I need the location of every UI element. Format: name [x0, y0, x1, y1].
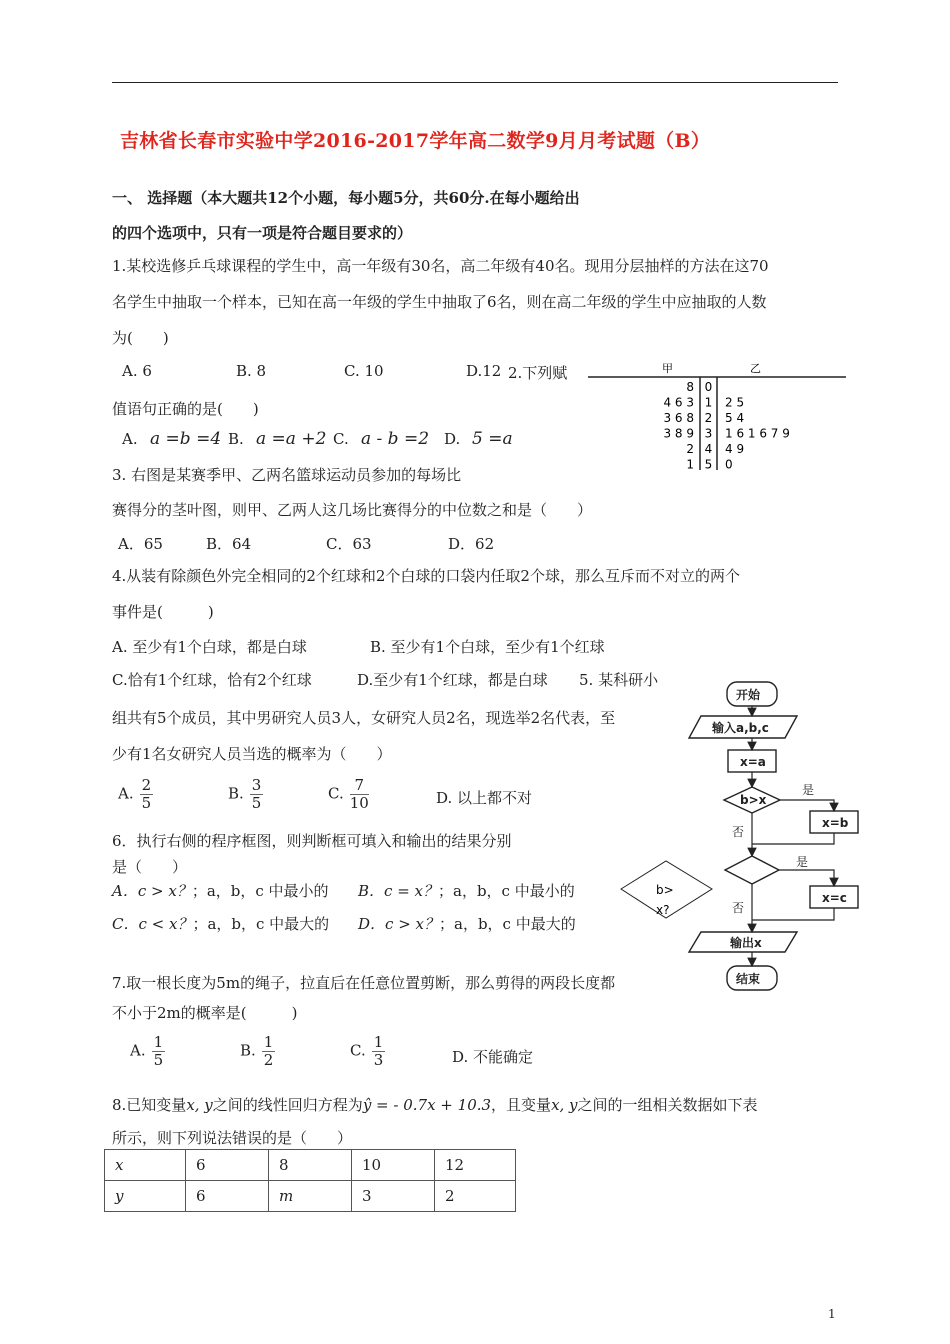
table-cell: x — [105, 1150, 186, 1181]
flow-decision-2 — [725, 856, 779, 884]
stemleaf-stem: 3 — [704, 426, 713, 441]
flow-assign1-label: x=a — [740, 755, 766, 769]
q7-option-c-label: C. — [350, 1041, 366, 1060]
stemleaf-left-leaves: 4 6 3 — [663, 395, 694, 410]
q7-option-b-fraction — [262, 1034, 276, 1069]
q6-option-c — [112, 913, 329, 934]
stemleaf-left-leaves: 3 8 9 — [663, 426, 694, 441]
q8-line2: 所示，则下列说法错误的是（ ） — [112, 1129, 353, 1147]
stemleaf-stem: 4 — [704, 442, 713, 456]
q2-option-d-label: D. — [444, 430, 461, 448]
q7-line1: 7.取一根长度为5m的绳子，拉直后在任意位置剪断，那么剪得的两段长度都 — [112, 974, 616, 992]
q6-option-b — [358, 880, 575, 901]
q6-option-a — [112, 880, 329, 901]
q5-option-a-denominator: 5 — [141, 794, 152, 812]
q7-line2: 不小于2m的概率是( ) — [112, 1004, 298, 1022]
q5-option-a-numerator: 2 — [141, 776, 152, 794]
q8-line1-part-a: 8.已知变量 — [112, 1096, 187, 1114]
program-flowchart — [684, 676, 874, 998]
q2-option-a-label: A. — [122, 430, 138, 448]
section-heading-line2: 的四个选项中，只有一项是符合题目要求的） — [112, 224, 413, 242]
q5-option-c-label: C. — [328, 784, 344, 803]
q4-line1: 4.从装有除颜色外完全相同的2个红球和2个白球的口袋内任取2个球，那么互斥而不对立的两个 — [112, 567, 740, 585]
stemleaf-right-leaves: 4 9 — [725, 442, 745, 456]
q5-option-c — [328, 777, 369, 812]
q7-option-d: D. 不能确定 — [452, 1048, 534, 1066]
table-cell: 3 — [352, 1181, 435, 1212]
q5-option-b-numerator: 3 — [251, 776, 262, 794]
q8-line1 — [112, 1094, 758, 1115]
q7-option-a-label: A. — [130, 1041, 146, 1060]
q7-option-c — [350, 1034, 385, 1069]
q6-option-d-condition: D．c > x？ — [358, 915, 439, 933]
flow-output-label: 输出x — [730, 936, 762, 950]
q6-line1: 6．执行右侧的程序框图，则判断框可填入和输出的结果分别 — [112, 832, 512, 850]
q5-option-c-fraction — [350, 777, 369, 812]
q6-option-c-result: ；a，b，c 中最大的 — [192, 915, 330, 933]
q6-option-d — [358, 913, 576, 934]
q3-option-a: A．65 — [118, 535, 163, 553]
q2-stem-start: 2.下列赋 — [508, 364, 568, 382]
q5-option-b-denominator: 5 — [251, 794, 262, 812]
stemleaf-header-right: 乙 — [750, 362, 761, 375]
q5-option-a-fraction — [140, 777, 154, 812]
q7-option-b-denominator: 2 — [263, 1051, 274, 1069]
q8-xy-1: x, y — [186, 1096, 213, 1114]
flow-no1-label: 否 — [732, 825, 745, 839]
stemleaf-right-leaves: 0 — [725, 457, 733, 472]
q1-line3: 为( ) — [112, 329, 169, 347]
q5-option-b-fraction — [250, 777, 264, 812]
q7-option-c-fraction — [372, 1034, 386, 1069]
stemleaf-right-leaves: 5 4 — [725, 411, 745, 425]
flow-cond1-label: b>x — [740, 793, 767, 807]
q5-option-a-label: A. — [118, 784, 134, 803]
q8-line1-part-d: 之间的一组相关数据如下表 — [577, 1096, 758, 1114]
table-cell: 6 — [186, 1181, 269, 1212]
q4-option-c: C.恰有1个红球，恰有2个红球 — [112, 671, 312, 689]
q5-option-a — [118, 777, 153, 812]
table-cell: 6 — [186, 1150, 269, 1181]
q7-option-b-numerator: 1 — [263, 1033, 274, 1051]
stemleaf-left-leaves: 3 6 8 — [663, 411, 694, 425]
page-title: 吉林省长春市实验中学2016-2017学年高二数学9月月考试题（B） — [120, 130, 711, 152]
q8-regression-equation: ŷ = - 0.7x + 10.3 — [362, 1096, 492, 1114]
q1-line1: 1.某校选修乒乓球课程的学生中，高一年级有30名，高二年级有40名。现用分层抽样的方法在这70 — [112, 257, 769, 275]
flow-start-label: 开始 — [736, 688, 761, 702]
q6-option-b-condition: B．c = x？ — [358, 882, 438, 900]
q4-option-b: B. 至少有1个白球，至少有1个红球 — [370, 638, 605, 656]
q6-option-a-condition: A．c > x？ — [112, 882, 192, 900]
table-cell: 8 — [269, 1150, 352, 1181]
q8-xy-2: x, y — [551, 1096, 578, 1114]
stemleaf-stem: 2 — [704, 411, 713, 425]
q7-option-c-denominator: 3 — [373, 1051, 384, 1069]
q5-option-d: D. 以上都不对 — [436, 789, 533, 807]
q7-option-a-denominator: 5 — [153, 1051, 164, 1069]
stemleaf-right-leaves: 2 5 — [725, 395, 745, 410]
q8-line1-part-c: ，且变量 — [491, 1096, 552, 1114]
side-diamond-text-line1: b> — [656, 883, 674, 897]
q1-option-a: A. 6 — [122, 362, 152, 380]
q5-option-c-denominator: 10 — [349, 794, 369, 812]
table-cell: 2 — [435, 1181, 516, 1212]
q4-option-a: A. 至少有1个白球，都是白球 — [112, 638, 307, 656]
q2-option-c: a - b =2 — [361, 429, 430, 449]
q5-option-b-label: B. — [228, 784, 244, 803]
page-number: 1 — [828, 1307, 836, 1321]
q2-option-d: 5 =a — [472, 429, 513, 449]
table-cell: 12 — [435, 1150, 516, 1181]
q6-option-d-result: ；a，b，c 中最大的 — [439, 915, 576, 933]
q8-data-table — [104, 1149, 516, 1212]
table-row — [105, 1181, 516, 1212]
flow-input-label: 输入a,b,c — [712, 721, 769, 735]
q5-line3: 少有1名女研究人员当选的概率为（ ） — [112, 745, 392, 763]
q1-line2: 名学生中抽取一个样本，已知在高一年级的学生中抽取了6名，则在高二年级的学生中应抽取的人数 — [112, 293, 767, 311]
table-cell: y — [105, 1181, 186, 1212]
q7-option-b — [240, 1034, 275, 1069]
q2-option-b: a =a +2 — [256, 429, 327, 449]
stemleaf-right-leaves: 1 6 1 6 7 9 — [725, 426, 790, 441]
stemleaf-stem: 1 — [704, 395, 713, 410]
q5-stem-start: 5. 某科研小 — [579, 671, 659, 689]
q3-option-b: B．64 — [206, 535, 252, 553]
side-diamond-text-line2: x? — [656, 903, 670, 917]
q3-option-d: D．62 — [448, 535, 495, 553]
stemleaf-left-leaves: 2 — [686, 442, 694, 456]
q4-line2: 事件是( ) — [112, 603, 214, 621]
stem-leaf-plot — [580, 355, 850, 475]
stemleaf-left-leaves: 8 — [686, 380, 694, 394]
flow-assign3-label: x=c — [822, 891, 847, 905]
header-rule — [112, 82, 838, 83]
q6-option-c-condition: C．c < x？ — [112, 915, 193, 933]
flow-assign2-label: x=b — [822, 816, 849, 830]
q5-line2: 组共有5个成员，其中男研究人员3人，女研究人员2名，现选举2名代表，至 — [112, 709, 616, 727]
flow-end-label: 结束 — [736, 972, 761, 986]
q1-option-b: B. 8 — [236, 362, 267, 380]
table-row — [105, 1150, 516, 1181]
q3-line2: 赛得分的茎叶图，则甲、乙两人这几场比赛得分的中位数之和是（ ） — [112, 501, 593, 519]
q1-option-d: D.12 — [466, 362, 502, 380]
q5-option-b — [228, 777, 263, 812]
q6-line2: 是（ ） — [112, 858, 188, 876]
q6-option-b-result: ；a，b，c 中最小的 — [438, 882, 575, 900]
q2-option-b-label: B. — [228, 430, 244, 448]
q2-option-c-label: C. — [333, 430, 349, 448]
q7-option-a-numerator: 1 — [153, 1033, 164, 1051]
q3-option-c: C．63 — [326, 535, 372, 553]
q4-option-d: D.至少有1个红球，都是白球 — [357, 671, 548, 689]
q8-line1-part-b: 之间的线性回归方程为 — [212, 1096, 363, 1114]
q2-stem: 值语句正确的是( ) — [112, 400, 259, 418]
q2-option-a: a =b =4 — [150, 429, 222, 449]
q5-option-c-numerator: 7 — [350, 777, 369, 795]
table-cell: 10 — [352, 1150, 435, 1181]
q6-option-a-result: ；a，b，c 中最小的 — [191, 882, 329, 900]
section-heading-line1: 一、 选择题（本大题共12个小题，每小题5分，共60分.在每小题给出 — [112, 189, 580, 207]
table-cell: m — [269, 1181, 352, 1212]
flow-yes1-label: 是 — [802, 783, 815, 797]
q7-option-a-fraction — [152, 1034, 166, 1069]
stemleaf-header-left: 甲 — [662, 362, 673, 375]
q7-option-a — [130, 1034, 165, 1069]
stemleaf-left-leaves: 1 — [686, 457, 694, 472]
q3-line1: 3. 右图是某赛季甲、乙两名篮球运动员参加的每场比 — [112, 466, 462, 484]
flow-no2-label: 否 — [732, 901, 745, 915]
stemleaf-stem: 0 — [704, 380, 713, 394]
q7-option-c-numerator: 1 — [373, 1033, 384, 1051]
stemleaf-stem: 5 — [704, 457, 713, 472]
q7-option-b-label: B. — [240, 1041, 256, 1060]
flow-yes2-label: 是 — [796, 855, 809, 869]
q1-option-c: C. 10 — [344, 362, 384, 380]
